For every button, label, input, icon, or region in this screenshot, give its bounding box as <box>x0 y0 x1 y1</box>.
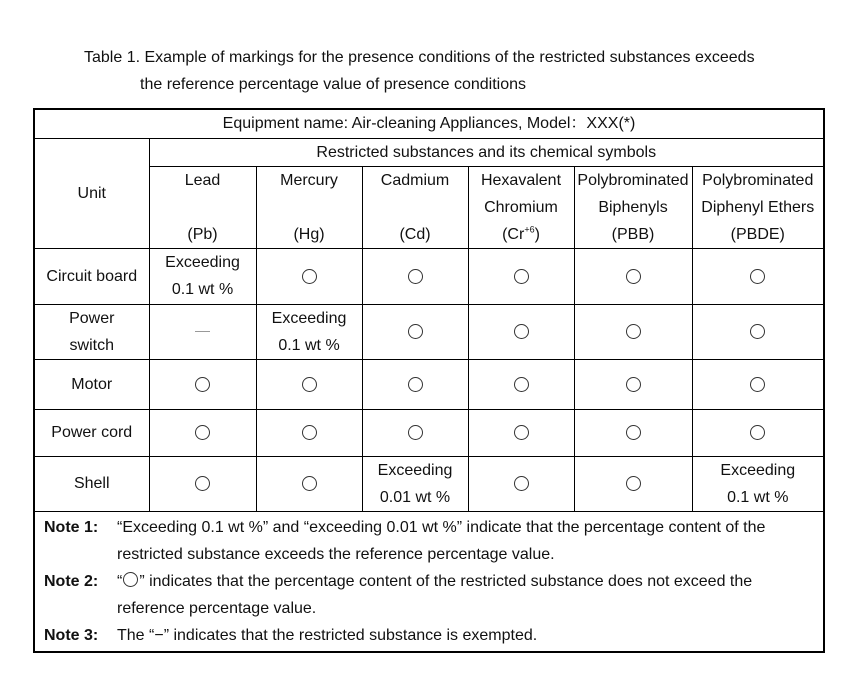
exceeding-text: Exceeding <box>165 254 240 271</box>
marking-cell <box>256 304 362 359</box>
marking-cell <box>468 248 574 304</box>
table-row <box>34 248 824 304</box>
chemical-symbol-close: ) <box>534 225 540 243</box>
not-exceeding-circle-icon <box>195 476 210 491</box>
substance-name-line-1: Polybrominated <box>577 171 689 189</box>
not-exceeding-circle-icon <box>195 377 210 392</box>
note-text: “Exceeding 0.1 wt %” and “exceeding 0.01 wt %” indicate that the percentage content of the restricted substance exceeds the reference percentage value. <box>117 518 766 563</box>
marking-cell <box>692 409 824 456</box>
unit-name-line: Motor <box>71 375 113 393</box>
exceeding-text: Exceeding <box>271 309 347 327</box>
marking-cell <box>692 248 824 304</box>
unit-name-line: Circuit board <box>46 267 138 285</box>
marking-cell <box>468 304 574 359</box>
unit-column-header: Unit <box>34 138 149 248</box>
marking-cell <box>468 456 574 511</box>
chemical-symbol: (Cd) <box>399 225 431 243</box>
not-exceeding-circle-icon <box>626 476 641 491</box>
marking-cell <box>256 248 362 304</box>
marking-cell <box>574 456 692 511</box>
unit-name <box>34 304 149 359</box>
unit-name-line: Power cord <box>51 424 133 441</box>
unit-name-line: Power <box>69 309 115 327</box>
marking-cell <box>468 359 574 409</box>
chemical-symbol-superscript: +6 <box>524 224 535 235</box>
substance-name-line-1: Polybrominated <box>702 171 814 189</box>
marking-cell <box>362 456 468 511</box>
not-exceeding-circle-icon <box>408 269 423 284</box>
not-exceeding-circle-icon <box>514 377 529 392</box>
not-exceeding-circle-icon <box>514 324 529 339</box>
marking-cell <box>256 409 362 456</box>
exceeding-text: 0.1 wt % <box>727 488 789 506</box>
equipment-name-header: Equipment name: Air-cleaning Appliances, Model：XXX(*) <box>34 109 824 138</box>
caption-line-1: Table 1. Example of markings for the presence conditions of the restricted substances exceeds <box>84 49 755 66</box>
marking-cell <box>256 359 362 409</box>
unit-name <box>34 456 149 511</box>
marking-cell <box>574 248 692 304</box>
table-caption <box>84 44 844 98</box>
not-exceeding-circle-icon <box>750 377 765 392</box>
marking-cell <box>149 409 256 456</box>
substance-header <box>149 166 256 248</box>
marking-cell <box>574 359 692 409</box>
exceeding-text: 0.1 wt % <box>278 336 340 354</box>
marking-cell <box>692 359 824 409</box>
not-exceeding-circle-icon <box>750 425 765 440</box>
not-exceeding-circle-icon <box>750 324 765 339</box>
substance-header <box>468 166 574 248</box>
not-exceeding-circle-icon <box>626 425 641 440</box>
marking-cell <box>362 359 468 409</box>
marking-cell <box>256 456 362 511</box>
marking-cell <box>362 304 468 359</box>
table-row <box>34 304 824 359</box>
exceeding-text: 0.01 wt % <box>379 488 451 506</box>
substance-name-line-1: Cadmium <box>380 171 450 189</box>
restricted-substances-table <box>33 108 825 653</box>
unit-name <box>34 409 149 456</box>
substances-group-header: Restricted substances and its chemical symbols <box>149 138 824 166</box>
note-row <box>44 514 823 568</box>
substance-name-line-2: Diphenyl Ethers <box>701 198 815 216</box>
chemical-symbol: (Hg) <box>293 225 325 243</box>
not-exceeding-circle-icon <box>626 377 641 392</box>
marking-cell <box>149 304 256 359</box>
marking-cell <box>149 359 256 409</box>
marking-cell <box>149 248 256 304</box>
note-label: Note 1: <box>44 518 99 536</box>
substance-header <box>692 166 824 248</box>
not-exceeding-circle-icon <box>626 324 641 339</box>
note-text-after: ” indicates that the percentage content of the restricted substance does not exceed the reference percentage value. <box>117 572 753 617</box>
marking-cell <box>692 456 824 511</box>
marking-cell <box>574 409 692 456</box>
chemical-symbol: (Pb) <box>187 225 218 243</box>
substance-name-line-1: Hexavalent <box>480 171 562 189</box>
chemical-symbol <box>469 221 574 248</box>
chemical-symbol: (PBDE) <box>730 225 785 243</box>
marking-cell <box>468 409 574 456</box>
substance-header <box>256 166 362 248</box>
table-row <box>34 456 824 511</box>
note-row <box>44 568 823 622</box>
not-exceeding-circle-icon <box>514 476 529 491</box>
unit-name <box>34 359 149 409</box>
substance-name-line-2 <box>150 194 256 221</box>
substance-name-line-1: Lead <box>184 171 221 189</box>
substance-name-line-2: Chromium <box>484 198 558 216</box>
note-text-before: “ <box>117 572 123 590</box>
substance-name-line-2 <box>363 194 468 221</box>
unit-name <box>34 248 149 304</box>
table-row <box>34 409 824 456</box>
not-exceeding-circle-icon <box>408 377 423 392</box>
chemical-symbol-base: (Cr <box>502 225 525 243</box>
exceeding-text: Exceeding <box>377 461 453 479</box>
not-exceeding-circle-icon <box>750 269 765 284</box>
unit-name-line: switch <box>69 336 114 354</box>
marking-cell <box>574 304 692 359</box>
notes-section <box>34 511 824 652</box>
substance-header <box>574 166 692 248</box>
unit-name-line: Shell <box>73 475 110 492</box>
note-row <box>44 622 823 649</box>
marking-cell <box>149 456 256 511</box>
marking-cell <box>362 409 468 456</box>
marking-cell <box>692 304 824 359</box>
not-exceeding-circle-icon <box>302 269 317 284</box>
not-exceeding-circle-icon <box>626 269 641 284</box>
note-label: Note 2: <box>44 572 99 590</box>
marking-cell <box>362 248 468 304</box>
not-exceeding-circle-icon <box>408 324 423 339</box>
note-text: The “−” indicates that the restricted substance is exempted. <box>117 626 538 644</box>
circle-symbol-icon <box>123 572 138 587</box>
substance-header <box>362 166 468 248</box>
substance-name-line-1: Mercury <box>280 171 338 189</box>
not-exceeding-circle-icon <box>195 425 210 440</box>
table-row <box>34 359 824 409</box>
caption-line-2: the reference percentage value of presence conditions <box>140 76 527 93</box>
chemical-symbol: (PBB) <box>611 225 655 243</box>
not-exceeding-circle-icon <box>302 377 317 392</box>
note-label: Note 3: <box>44 626 99 644</box>
substance-name-line-2: Biphenyls <box>598 198 668 216</box>
note-text <box>117 568 823 622</box>
not-exceeding-circle-icon <box>514 269 529 284</box>
substance-name-line-2 <box>257 194 362 221</box>
not-exceeding-circle-icon <box>302 476 317 491</box>
not-exceeding-circle-icon <box>302 425 317 440</box>
exempted-dash-icon <box>195 331 210 332</box>
not-exceeding-circle-icon <box>408 425 423 440</box>
exceeding-text: 0.1 wt % <box>171 281 234 298</box>
not-exceeding-circle-icon <box>514 425 529 440</box>
exceeding-text: Exceeding <box>720 461 796 479</box>
